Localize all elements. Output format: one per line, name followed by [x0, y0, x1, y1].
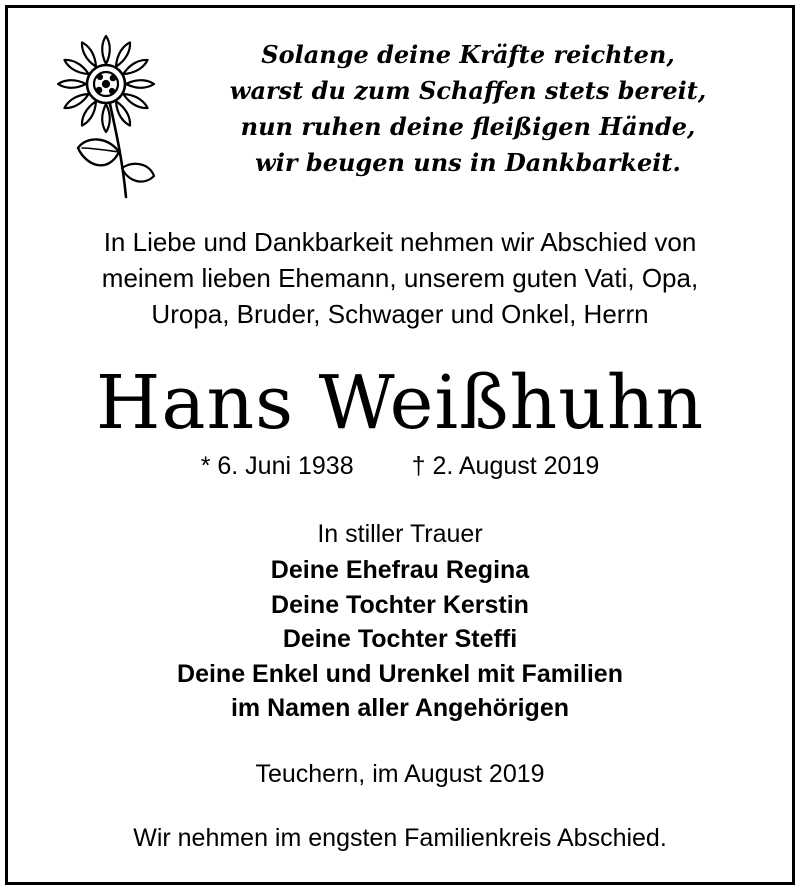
obituary-notice [5, 5, 795, 885]
mourner-line: Deine Ehefrau Regina [270, 556, 530, 584]
mourner-line: Deine Tochter Steffi [282, 625, 518, 653]
closing-note: Wir nehmen im engsten Familienkreis Abschied. [133, 824, 667, 852]
sunflower-icon [56, 32, 156, 202]
verse-line: warst du zum Schaffen stets bereit, [229, 76, 707, 105]
mourners-heading: In stiller Trauer [317, 520, 483, 548]
mourners-list [8, 553, 792, 726]
birth-date: * 6. Juni 1938 [200, 452, 354, 480]
intro-text [8, 224, 792, 332]
life-dates [8, 450, 792, 482]
verse-line: nun ruhen deine fleißigen Hände, [240, 112, 696, 141]
mourner-line: Deine Enkel und Urenkel mit Familien [177, 659, 623, 688]
intro-line: In Liebe und Dankbarkeit nehmen wir Abschied von [103, 227, 697, 257]
place-date: Teuchern, im August 2019 [255, 760, 545, 788]
intro-line: Uropa, Bruder, Schwager und Onkel, Herrn [151, 299, 649, 329]
verse-line: wir beugen uns in Dankbarkeit. [255, 148, 681, 177]
mourner-line: im Namen aller Angehörigen [230, 694, 570, 722]
death-date: † 2. August 2019 [411, 452, 600, 480]
verse-line: Solange deine Kräfte reichten, [261, 40, 675, 69]
deceased-name: Hans Weißhuhn [95, 360, 705, 446]
mourner-line: Deine Tochter Kerstin [271, 590, 529, 619]
intro-line: meinem lieben Ehemann, unserem guten Vati, Opa, [101, 263, 699, 293]
verse [158, 37, 778, 181]
